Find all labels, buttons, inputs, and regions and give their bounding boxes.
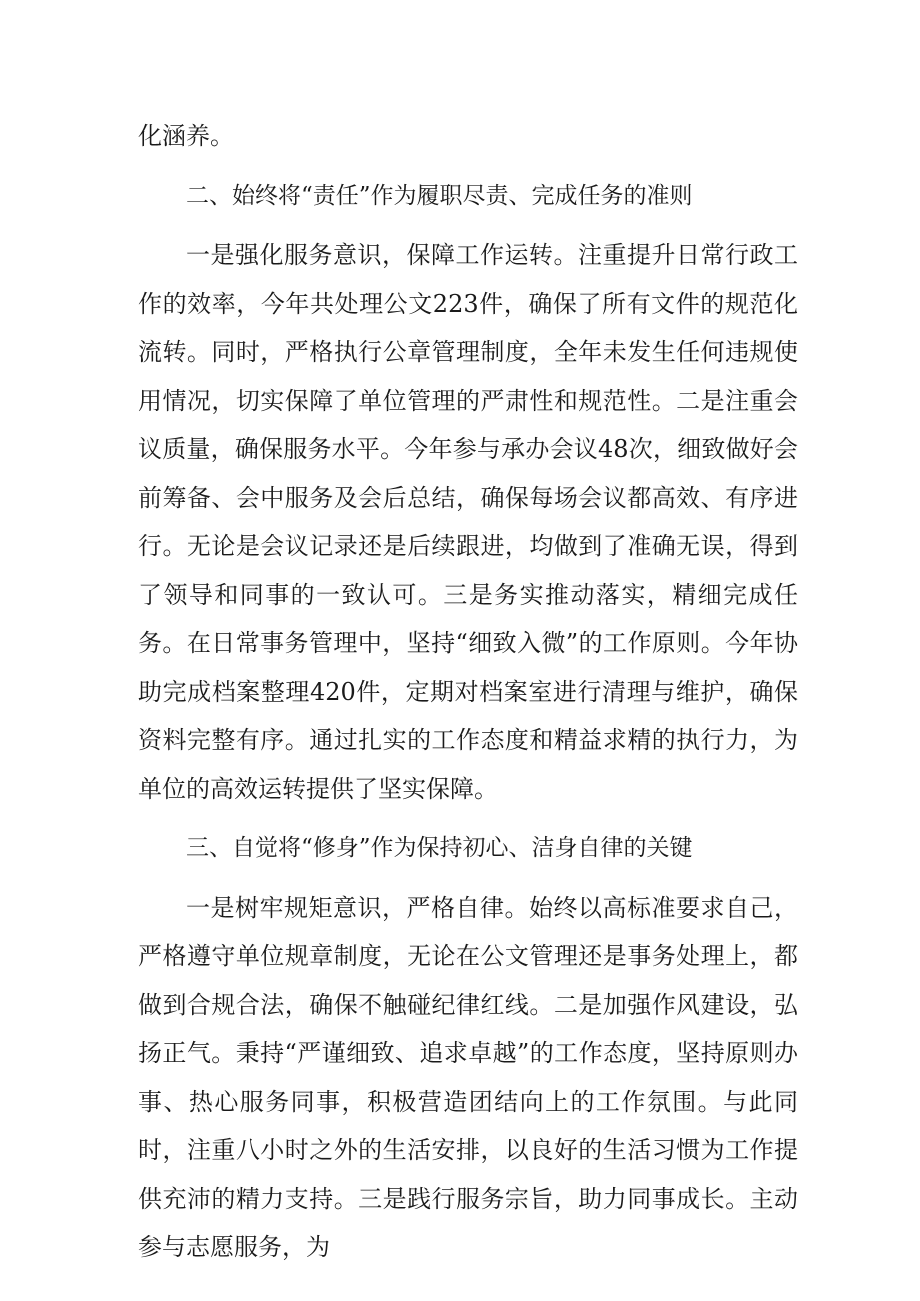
section-heading-2: 二、始终将“责任”作为履职尽责、完成任务的准则 xyxy=(186,182,693,209)
section-heading-3: 三、自觉将“修身”作为保持初心、洁身自律的关键 xyxy=(186,835,693,861)
section-3-body: 一是树牢规矩意识，严格自律。始终以高标准要求自己，严格遵守单位规章制度，无论在公文管理还是事务处理上，都做到合规合法，确保不触碰纪律红线。二是加强作风建设，弘扬正气。秉持“严谨细致、追求卓越”的工作态度，坚持原则办事、热心服务同事，积极营造团结向上的工作氛围。与此同时，注重八小时之外的生活安排，以良好的生活习惯为工作提供充沛的精力支持。三是践行服务宗旨，助力同事成长。主动参与志愿服务，为 xyxy=(138,893,798,1261)
section-2-body: 一是强化服务意识，保障工作运转。注重提升日常行政工作的效率，今年共处理公文223件，确保了所有文件的规范化流转。同时，严格执行公章管理制度，全年未发生任何违规使用情况，切实保障了单位管理的严肃性和规范性。二是注重会议质量，确保服务水平。今年参与承办会议48次，细致做好会前筹备、会中服务及会后总结，确保每场会议都高效、有序进行。无论是会议记录还是后续跟进，均做到了准确无误，得到了领导和同事的一致认可。三是务实推动落实，精细完成任务。在日常事务管理中，坚持“细致入微”的工作原则。今年协助完成档案整理420件，定期对档案室进行清理与维护，确保资料完整有序。通过扎实的工作态度和精益求精的执行力，为单位的高效运转提供了坚实保障。 xyxy=(138,241,798,803)
document-body xyxy=(138,112,798,1283)
paragraph-continuation: 化涵养。 xyxy=(138,122,234,150)
